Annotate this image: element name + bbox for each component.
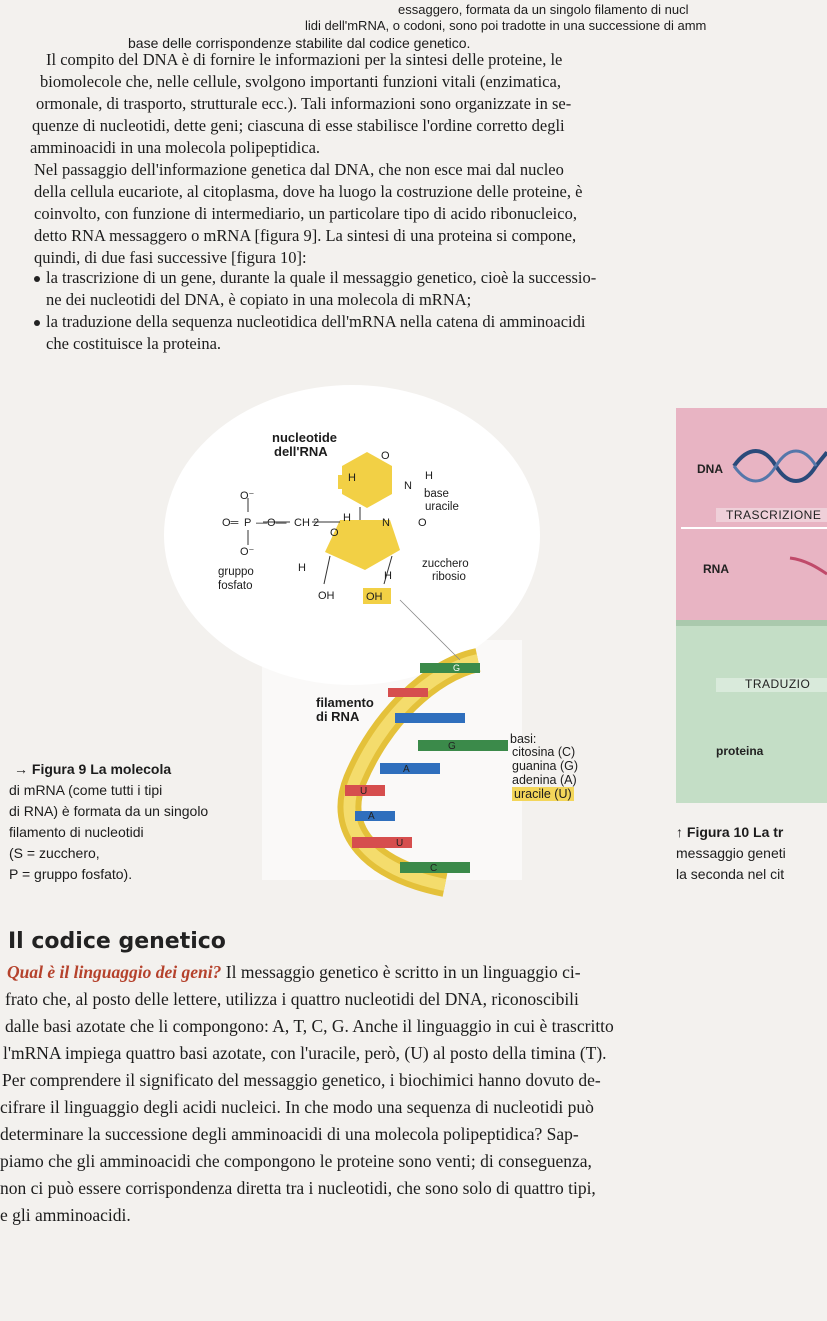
intro-line: amminoacidi in una molecola polipeptidica. xyxy=(30,138,321,157)
bullet-2-line-b: che costituisce la proteina. xyxy=(46,334,222,353)
fig10-dna-label: DNA xyxy=(697,462,723,476)
fig9-sugar-label-2: ribosio xyxy=(432,571,466,583)
chem-ch2: CH 2 xyxy=(294,517,320,529)
strand-letter: G xyxy=(453,663,461,673)
bullet-dot xyxy=(34,320,40,326)
fig9-caption-line xyxy=(14,759,171,780)
fig9-base-item: uracile (U) xyxy=(514,787,572,801)
header-fragment-2: lidi dell'mRNA, o codoni, sono poi tradotte in una successione di amm xyxy=(305,18,707,33)
header-fragment-3: base delle corrispondenze stabilite dal codice genetico. xyxy=(128,35,471,51)
section-line-1 xyxy=(7,960,581,984)
section-line: cifrare il linguaggio degli acidi nucleici. In che modo una sequenza di nucleotidi può xyxy=(0,1097,594,1117)
section-question: Qual è il linguaggio dei geni? xyxy=(7,962,222,982)
bullet-dot xyxy=(34,276,40,282)
fig9-strand-label-2: di RNA xyxy=(316,709,360,724)
chem-n: N xyxy=(382,517,390,529)
chem-double-o: O═ xyxy=(222,517,239,529)
fig9-title-1: nucleotide xyxy=(272,430,338,445)
fig9-base-label: base xyxy=(424,488,449,500)
strand-letter: G xyxy=(448,741,456,752)
intro-line: coinvolto, con funzione di intermediario, un particolare tipo di acido ribonucleico, xyxy=(34,204,577,223)
section-line: frato che, al posto delle lettere, utilizza i quattro nucleotidi del DNA, riconoscibili xyxy=(5,989,579,1009)
chem-o: O xyxy=(418,517,427,529)
section-title: Il codice genetico xyxy=(8,929,226,954)
chem-h: H xyxy=(425,470,433,482)
section-line: determinare la successione degli amminoacidi di una molecola polipeptidica? Sap- xyxy=(0,1124,579,1144)
header-fragment-1: essaggero, formata da un singolo filamento di nucl xyxy=(398,2,689,17)
chem-o-minus: O⁻ xyxy=(240,546,255,558)
intro-line: Nel passaggio dell'informazione genetica dal DNA, che non esce mai dal nucleo xyxy=(34,160,564,179)
fig9-caption-line: filamento di nucleotidi xyxy=(9,824,144,840)
intro-line: ormonale, di trasporto, strutturale ecc.). Tali informazioni sono organizzate in se- xyxy=(36,94,572,113)
fig9-caption-line: di mRNA (come tutti i tipi xyxy=(9,782,163,798)
fig9-caption-line: P = gruppo fosfato). xyxy=(9,866,133,882)
fig10-caption-line: messaggio geneti xyxy=(676,845,786,861)
chem-oh: OH xyxy=(318,590,335,602)
strand-letter: U xyxy=(396,838,404,849)
fig9-sugar-label: zucchero xyxy=(422,558,469,570)
fig10-caption-line: ↑ Figura 10 La tr xyxy=(676,824,784,840)
chem-p: P xyxy=(244,517,252,529)
chem-oh: OH xyxy=(366,591,383,603)
fig9-caption-lead: → Figura 9 La molecola xyxy=(14,761,172,777)
chem-h: H xyxy=(298,562,306,574)
intro-line: della cellula eucariote, al citoplasma, dove ha luogo la costruzione delle proteine, è xyxy=(34,182,583,201)
section-line: Per comprendere il significato del messaggio genetico, i biochimici hanno dovuto de- xyxy=(2,1070,601,1090)
fig9-base-item: adenina (A) xyxy=(512,773,577,787)
chem-o: O xyxy=(330,527,339,539)
chem-o-minus: O⁻ xyxy=(240,490,255,502)
chem-h: H xyxy=(348,472,356,484)
strand-letter: C xyxy=(430,863,438,874)
intro-line: quindi, di due fasi successive [figura 10]: xyxy=(34,248,307,267)
fig10-translation-label: TRADUZIO xyxy=(745,677,811,691)
bullet-2-line-a: la traduzione della sequenza nucleotidica dell'mRNA nella catena di amminoacidi xyxy=(46,312,586,331)
strand-letter: A xyxy=(403,764,410,775)
intro-line: biomolecole che, nelle cellule, svolgono importanti funzioni vitali (enzimatica, xyxy=(40,72,561,91)
fig9-strand-label-1: filamento xyxy=(316,695,374,710)
section-line: dalle basi azotate che li compongono: A, T, C, G. Anche il linguaggio in cui è trascritto xyxy=(5,1016,614,1036)
intro-line: detto RNA messaggero o mRNA [figura 9]. La sintesi di una proteina si compone, xyxy=(34,226,577,245)
chem-n: N xyxy=(404,480,412,492)
section-line: e gli amminoacidi. xyxy=(0,1205,131,1225)
fig9-phosphate-label: gruppo xyxy=(218,566,254,578)
intro-line: quenze di nucleotidi, dette geni; ciascuna di esse stabilisce l'ordine corretto degli xyxy=(32,116,565,135)
bullet-1-line-b: ne dei nucleotidi del DNA, è copiato in una molecola di mRNA; xyxy=(46,290,472,309)
section-line: l'mRNA impiega quattro basi azotate, con l'uracile, però, (U) al posto della timina (T). xyxy=(3,1043,607,1063)
fig9-bases-title: basi: xyxy=(510,732,537,746)
chem-o: O xyxy=(381,450,390,462)
fig9-base-item: citosina (C) xyxy=(512,745,576,759)
fig9-caption-line: (S = zucchero, xyxy=(9,845,100,861)
section-line: non ci può essere corrispondenza diretta tra i nucleotidi, che sono solo di quattro tipi, xyxy=(0,1178,596,1198)
fig9-base-label-2: uracile xyxy=(425,501,459,513)
bullet-1-line-a: la trascrizione di un gene, durante la quale il messaggio genetico, cioè la successio- xyxy=(46,268,597,287)
strand-letter: U xyxy=(360,786,368,797)
fig10-transcription-label: TRASCRIZIONE xyxy=(726,508,822,522)
fig10-protein-label: proteina xyxy=(716,744,764,758)
section-line-text: Il messaggio genetico è scritto in un linguaggio ci- xyxy=(225,962,581,982)
chem-h: H xyxy=(343,512,351,524)
intro-line: Il compito del DNA è di fornire le informazioni per la sintesi delle proteine, le xyxy=(46,50,563,69)
chem-o-bridge: —O— xyxy=(256,517,287,529)
section-line: piamo che gli amminoacidi che compongono le proteine sono venti; di conseguenza, xyxy=(0,1151,592,1171)
fig9-phosphate-label-2: fosfato xyxy=(218,580,253,592)
fig10-caption-line: la seconda nel cit xyxy=(676,866,785,882)
fig9-base-item: guanina (G) xyxy=(512,759,579,773)
fig9-title-2: dell'RNA xyxy=(274,444,328,459)
fig10-rna-label: RNA xyxy=(703,562,729,576)
chem-h: H xyxy=(384,570,392,582)
strand-letter: A xyxy=(368,811,375,822)
fig9-caption-line: di RNA) è formata da un singolo xyxy=(9,803,209,819)
